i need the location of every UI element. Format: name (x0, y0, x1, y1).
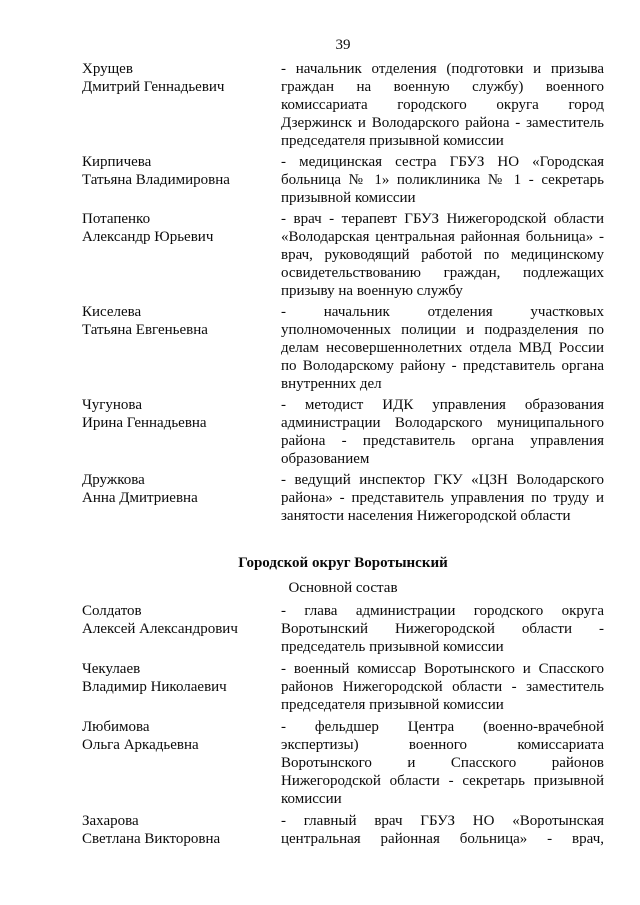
member-role-line: призыву на военную службу (281, 283, 463, 299)
member-given-names: Татьяна Владимировна (82, 172, 230, 188)
member-role-line: Воротынский Нижегородской области - (281, 621, 604, 637)
member-role (281, 153, 604, 207)
member-given-names: Татьяна Евгеньевна (82, 322, 208, 338)
member-surname: Потапенко (82, 211, 151, 227)
member-entry (82, 303, 604, 393)
member-role-line: - врач - терапевт ГБУЗ Нижегородской области (281, 211, 604, 227)
member-role (281, 660, 604, 714)
member-role-line: «Володарская центральная районная больница» - (281, 229, 604, 245)
member-role-line: образованием (281, 451, 370, 467)
member-role-line: - главный врач ГБУЗ НО «Воротынская (281, 813, 604, 829)
member-entry (82, 60, 604, 150)
member-role-line: района» - представитель управления по труду и (281, 490, 604, 506)
member-role-line: занятости населения Нижегородской области (281, 508, 571, 524)
member-name (82, 60, 281, 150)
member-role-line: - фельдшер Центра (военно-врачебной (281, 719, 604, 735)
member-entry (82, 660, 604, 714)
member-role-line: - военный комиссар Воротынского и Спасского (281, 661, 604, 677)
page-number: 39 (335, 37, 351, 53)
member-role-line: председателя призывной комиссии (281, 697, 504, 713)
member-role-line: администрации Володарского муниципального (281, 415, 604, 431)
member-role-line: - начальник отделения (подготовки и призыва (281, 61, 604, 77)
member-name (82, 303, 281, 393)
member-given-names: Светлана Викторовна (82, 831, 221, 847)
member-role-line: центральная районная больница» - врач, (281, 831, 604, 847)
member-name (82, 660, 281, 714)
member-given-names: Анна Дмитриевна (82, 490, 198, 506)
member-role-line: - медицинская сестра ГБУЗ НО «Городская (281, 154, 604, 170)
member-role-line: уполномоченных полиции и подразделения по (281, 322, 604, 338)
member-given-names: Ольга Аркадьевна (82, 737, 199, 753)
member-name (82, 812, 281, 848)
member-entry (82, 812, 604, 848)
section-subheading: Основной состав (288, 580, 398, 596)
member-name (82, 602, 281, 656)
member-surname: Солдатов (82, 603, 142, 619)
member-role (281, 602, 604, 656)
member-surname: Чугунова (82, 397, 142, 413)
member-given-names: Владимир Николаевич (82, 679, 227, 695)
member-entry (82, 210, 604, 300)
member-given-names: Дмитрий Геннадьевич (82, 79, 225, 95)
member-role-line: - начальник отделения участковых (281, 304, 604, 320)
member-entry (82, 718, 604, 808)
member-role-line: Дзержинск и Володарского района - заместитель (281, 115, 604, 131)
member-surname: Чекулаев (82, 661, 141, 677)
member-role-line: - ведущий инспектор ГКУ «ЦЗН Володарского (281, 472, 604, 488)
member-role (281, 210, 604, 300)
member-role-line: комиссариата городского округа город (281, 97, 604, 113)
member-role-line: председатель призывной комиссии (281, 639, 504, 655)
member-role-line: призывной комиссии (281, 190, 416, 206)
member-role-line: больница № 1» поликлиника № 1 - секретарь (281, 172, 604, 188)
member-given-names: Александр Юрьевич (82, 229, 214, 245)
member-role (281, 812, 604, 848)
member-surname: Хрущев (82, 61, 133, 77)
member-surname: Захарова (82, 813, 139, 829)
member-role-line: района - представитель органа управления (281, 433, 604, 449)
member-surname: Киселева (82, 304, 142, 320)
member-role-line: - глава администрации городского округа (281, 603, 604, 619)
member-role-line: внутренних дел (281, 376, 382, 392)
member-role-line: врач, руководящий работой по медицинскому (281, 247, 604, 263)
member-given-names: Ирина Геннадьевна (82, 415, 207, 431)
member-role-line: районов Нижегородской области - заместитель (281, 679, 604, 695)
member-role-line: граждан на военную службу) военного (281, 79, 604, 95)
member-entry (82, 602, 604, 656)
commission-member-list (82, 60, 604, 528)
member-entry (82, 471, 604, 525)
member-role (281, 471, 604, 525)
member-entry (82, 396, 604, 468)
member-role (281, 396, 604, 468)
member-given-names: Алексей Александрович (82, 621, 238, 637)
section-heading: Городской округ Воротынский (238, 555, 448, 571)
member-role-line: Нижегородской области - секретарь призывной (281, 773, 604, 789)
member-name (82, 718, 281, 808)
member-role-line: комиссии (281, 791, 342, 807)
member-role-line: по Володарскому району - представитель органа (281, 358, 604, 374)
member-role-line: экспертизы) военного комиссариата (281, 737, 604, 753)
member-role-line: Воротынского и Спасского районов (281, 755, 604, 771)
member-role (281, 303, 604, 393)
member-role-line: освидетельствованию граждан, подлежащих (281, 265, 604, 281)
member-surname: Кирпичева (82, 154, 152, 170)
member-surname: Любимова (82, 719, 150, 735)
member-name (82, 471, 281, 525)
member-name (82, 396, 281, 468)
member-role-line: - методист ИДК управления образования (281, 397, 604, 413)
member-role (281, 60, 604, 150)
member-role-line: делам несовершеннолетних отдела МВД России (281, 340, 604, 356)
member-surname: Дружкова (82, 472, 145, 488)
member-entry (82, 153, 604, 207)
member-role-line: председателя призывной комиссии (281, 133, 504, 149)
member-role (281, 718, 604, 808)
member-name (82, 153, 281, 207)
member-name (82, 210, 281, 300)
vorotynsky-section (82, 554, 604, 852)
